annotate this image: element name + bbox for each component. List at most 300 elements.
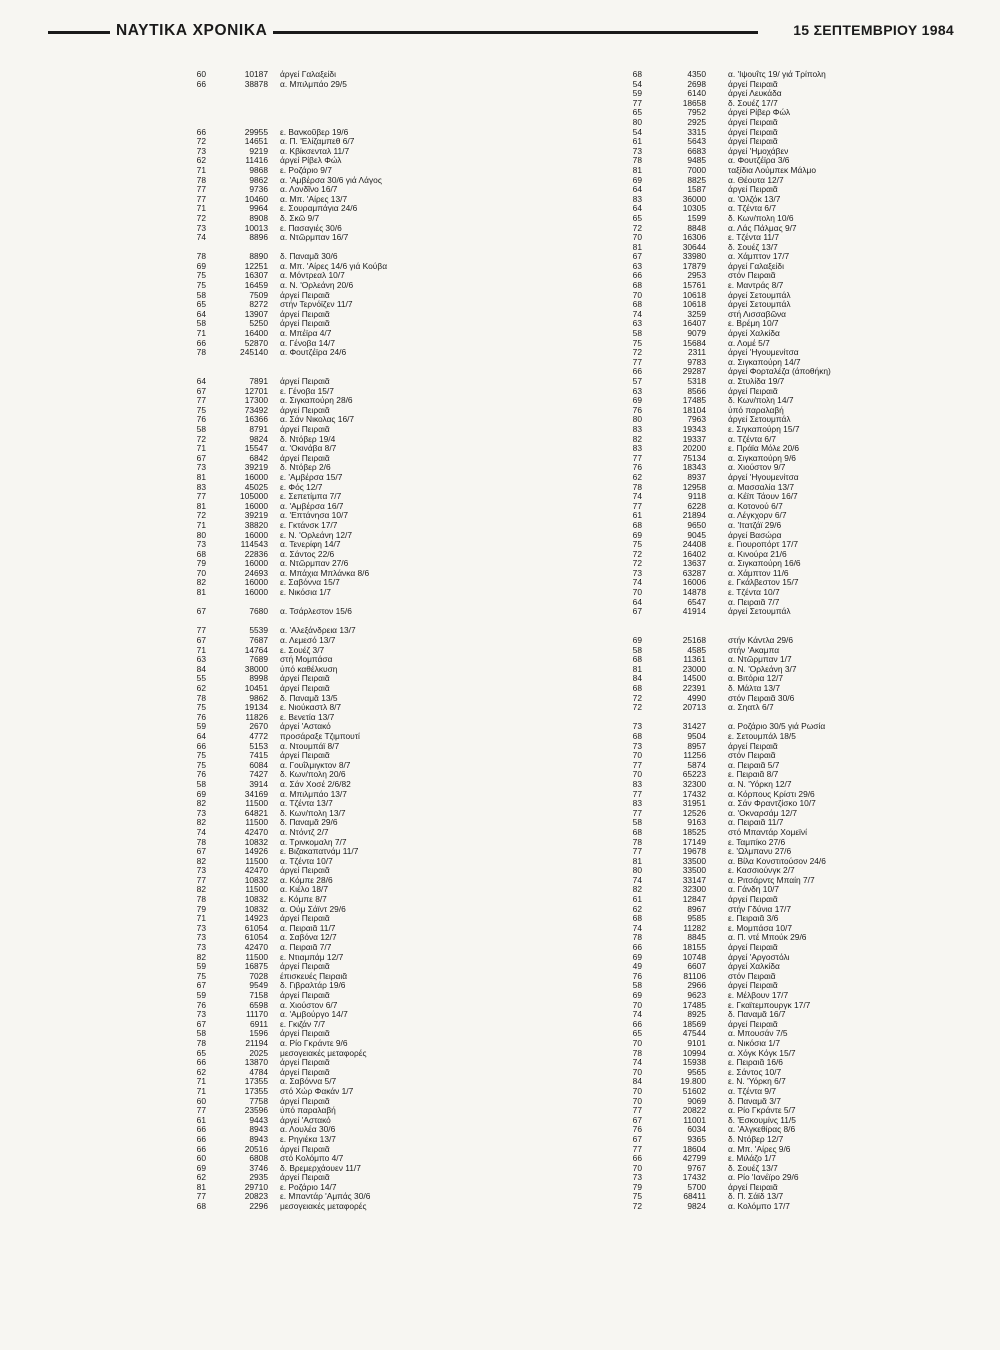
ship-position: α. Μπ. 'Αίρες 9/6 — [728, 1144, 791, 1154]
tonnage: 33147 — [682, 875, 706, 885]
tonnage: 9219 — [249, 146, 268, 156]
tonnage: 5539 — [249, 626, 268, 636]
build-year: 66 — [196, 1144, 206, 1154]
build-year: 78 — [632, 482, 642, 492]
ship-row — [50, 790, 464, 800]
ship-position: δ. Παναμᾶ 29/6 — [280, 818, 338, 828]
build-year: 77 — [632, 1106, 642, 1116]
build-year: 75 — [632, 1192, 642, 1202]
ship-position: α. Γάνδη 10/7 — [728, 885, 780, 895]
ship-position: α. Σιγκαπούρη 9/6 — [728, 453, 796, 463]
build-year: 68 — [632, 914, 642, 924]
ship-row — [50, 694, 464, 704]
tonnage: 63287 — [682, 568, 706, 578]
ship-row — [490, 1010, 914, 1020]
tonnage: 33500 — [682, 866, 706, 876]
tonnage: 19678 — [682, 847, 706, 857]
ship-row — [50, 1058, 464, 1068]
ship-row — [50, 818, 464, 828]
build-year: 63 — [196, 655, 206, 665]
ship-position: ε. Γένοβα 15/7 — [280, 386, 334, 396]
build-year: 80 — [632, 117, 642, 127]
ship-row — [490, 1068, 914, 1078]
ship-position: στό Κολόμπο 4/7 — [280, 1154, 344, 1164]
ship-row — [490, 1125, 914, 1135]
tonnage: 61054 — [244, 923, 268, 933]
tonnage: 6911 — [249, 1019, 268, 1029]
build-year: 70 — [632, 1038, 642, 1048]
ship-position: ε. Μομπάσα 10/7 — [728, 923, 792, 933]
tonnage: 20200 — [682, 444, 706, 454]
build-year: 66 — [196, 1134, 206, 1144]
build-year: 77 — [196, 626, 206, 636]
tonnage: 20516 — [244, 1144, 268, 1154]
ship-row — [490, 1106, 914, 1116]
build-year: 75 — [196, 405, 206, 415]
ship-position: α. Σάν Φραντζίσκο 10/7 — [728, 799, 816, 809]
ship-position: άργεί Πειραιᾶ — [728, 127, 778, 137]
tonnage: 45025 — [244, 482, 268, 492]
build-year: 66 — [632, 1019, 642, 1029]
ship-row — [50, 521, 464, 531]
ship-position: α. Ριτσάρντς Μπαίη 7/7 — [728, 875, 815, 885]
tonnage: 2296 — [249, 1202, 268, 1212]
ship-position: α. Μόντρεαλ 10/7 — [280, 271, 345, 281]
ship-position: α. Τρινκομαλη 7/7 — [280, 837, 347, 847]
build-year: 73 — [196, 943, 206, 953]
build-year: 70 — [632, 290, 642, 300]
ship-row — [50, 569, 464, 579]
build-year: 84 — [632, 1077, 642, 1087]
tonnage: 33500 — [682, 856, 706, 866]
tonnage: 9623 — [687, 991, 706, 1000]
build-year: 58 — [632, 645, 642, 655]
ship-row — [490, 444, 914, 454]
tonnage: 5643 — [687, 137, 706, 147]
build-year: 78 — [632, 1048, 642, 1058]
build-year: 75 — [632, 338, 642, 348]
build-year: 69 — [632, 991, 642, 1000]
ship-position: ε. Πειραιᾶ 3/6 — [728, 914, 779, 924]
ship-position: ε. Σιγκαπούρη 15/7 — [728, 424, 800, 434]
ship-position: α. Σιγκαπούρη 28/6 — [280, 396, 353, 406]
tonnage: 11001 — [683, 1115, 706, 1125]
ship-row — [50, 578, 464, 588]
ship-position: α. Φουτζέϊρα 24/6 — [280, 348, 347, 358]
tonnage: 16006 — [682, 578, 706, 588]
ship-row — [50, 838, 464, 848]
build-year: 68 — [632, 731, 642, 741]
ship-position: άργεί Βασώρα — [728, 530, 782, 540]
tonnage: 6808 — [249, 1154, 268, 1164]
ship-row — [490, 1029, 914, 1039]
tonnage: 11500 — [245, 952, 268, 962]
ship-row — [490, 857, 914, 867]
build-year: 70 — [632, 1086, 642, 1096]
build-year: 74 — [632, 1010, 642, 1020]
build-year: 84 — [632, 674, 642, 684]
build-year: 64 — [196, 377, 206, 386]
build-year: 77 — [196, 875, 206, 885]
build-year: 65 — [632, 1029, 642, 1039]
tonnage: 10013 — [244, 223, 268, 233]
ship-position: δ. Κων/πολη 20/6 — [280, 770, 346, 780]
tonnage: 16000 — [244, 578, 268, 588]
ship-position: α. 'Ιψουΐτς 19/ γιά Τρίπολη — [728, 70, 826, 79]
tonnage: 9862 — [249, 175, 268, 185]
ship-row — [490, 406, 914, 416]
build-year: 76 — [632, 971, 642, 981]
ship-row — [50, 406, 464, 416]
tonnage: 5318 — [687, 377, 706, 386]
build-year: 77 — [196, 194, 206, 204]
ship-position: ὑπό παραλαβή — [280, 1106, 336, 1116]
build-year: 59 — [196, 962, 206, 972]
build-year: 67 — [632, 607, 642, 617]
ship-position: α. Τζέντα 9/7 — [728, 1086, 777, 1096]
ship-position: ταξίδια Λούμπεκ Μάλμο — [728, 165, 817, 175]
build-year: 72 — [632, 223, 642, 233]
build-year: 60 — [196, 1154, 206, 1164]
build-year: 58 — [196, 779, 206, 789]
tonnage: 65223 — [682, 770, 706, 780]
build-year: 83 — [632, 779, 642, 789]
ship-row — [50, 1097, 464, 1107]
ship-row — [50, 319, 464, 329]
ship-position: ε. Φός 12/7 — [280, 482, 323, 492]
tonnage: 20713 — [682, 703, 706, 713]
ship-row — [50, 271, 464, 281]
tonnage: 23596 — [244, 1106, 268, 1116]
tonnage: 12251 — [244, 261, 268, 271]
ship-row — [490, 1202, 914, 1212]
tonnage: 29287 — [682, 367, 706, 377]
build-year: 64 — [632, 185, 642, 195]
ship-row — [490, 924, 914, 934]
ship-row — [50, 396, 464, 406]
ship-position: α. Ν. 'Ορλεάνη 3/7 — [728, 664, 797, 674]
ship-position: ε. Μαντράς 8/7 — [728, 281, 784, 291]
ship-position: ε. Σαβόννα 15/7 — [280, 578, 340, 588]
tonnage: 245140 — [240, 348, 268, 358]
build-year: 77 — [632, 760, 642, 770]
ship-row — [490, 214, 914, 224]
ship-row — [490, 550, 914, 560]
ship-row — [490, 1183, 914, 1193]
ship-position: ε. Σεπετίμπα 7/7 — [280, 492, 342, 502]
tonnage: 6598 — [249, 1000, 268, 1010]
ship-position: στόν Πειραιᾶ — [728, 971, 776, 981]
ship-position: άργεί 'Ημοχάβεν — [728, 146, 789, 156]
ship-row — [50, 1087, 464, 1097]
build-year: 74 — [632, 492, 642, 502]
tonnage: 4350 — [687, 70, 706, 79]
tonnage: 8957 — [687, 741, 706, 751]
ship-row — [490, 1058, 914, 1068]
ship-position: δ. Σουέζ 13/7 — [728, 1163, 778, 1173]
build-year: 60 — [196, 1096, 206, 1106]
build-year: 74 — [632, 578, 642, 588]
ship-row — [50, 531, 464, 541]
ship-row — [490, 914, 914, 924]
ship-row — [50, 492, 464, 502]
build-year: 75 — [196, 751, 206, 761]
tonnage: 2670 — [249, 722, 268, 732]
tonnage: 7427 — [249, 770, 268, 780]
ship-row — [50, 972, 464, 982]
ship-row — [50, 281, 464, 291]
ship-row — [490, 300, 914, 310]
ship-row — [490, 607, 914, 617]
build-year: 78 — [196, 693, 206, 703]
build-year: 82 — [632, 885, 642, 895]
build-year: 77 — [632, 1144, 642, 1154]
build-year: 59 — [196, 722, 206, 732]
tonnage: 14764 — [244, 645, 268, 655]
ship-row — [50, 262, 464, 272]
ship-position: δ. Σκῶ 9/7 — [280, 213, 320, 223]
ship-position: άργεί Χαλκίδα — [728, 962, 780, 972]
build-year: 65 — [196, 1048, 206, 1058]
tonnage: 61054 — [244, 933, 268, 943]
tonnage: 5153 — [249, 741, 268, 751]
tonnage: 8908 — [249, 213, 268, 223]
ship-position: δ. Κων/πολη 14/7 — [728, 396, 794, 406]
ship-row — [490, 790, 914, 800]
ship-position: α. Κοτονού 6/7 — [728, 501, 783, 511]
ship-row — [50, 214, 464, 224]
ship-position: άργεί Χαλκίδα — [728, 329, 780, 339]
build-year: 82 — [196, 885, 206, 895]
ship-position: άργεί Πειραιᾶ — [280, 751, 330, 761]
build-year: 71 — [196, 204, 206, 214]
ship-row — [490, 1001, 914, 1011]
tonnage: 18569 — [682, 1019, 706, 1029]
build-year: 77 — [196, 492, 206, 502]
ship-row — [50, 166, 464, 176]
ship-row — [490, 176, 914, 186]
ship-position: ε. Πράϊα Μόλε 20/6 — [728, 444, 800, 454]
build-year: 77 — [632, 808, 642, 818]
ship-position: α. Ρίο 'Ιανέϊρο 29/6 — [728, 1173, 799, 1183]
tonnage: 6607 — [687, 962, 706, 972]
ship-row — [50, 435, 464, 445]
ship-position: α. 'Επτάνησα 10/7 — [280, 511, 348, 521]
build-year: 65 — [632, 108, 642, 118]
tonnage: 8791 — [249, 424, 268, 434]
tonnage: 5874 — [687, 760, 706, 770]
ship-position: ε. Τζέντα 10/7 — [728, 588, 780, 598]
ship-position: α. Χιούστον 6/7 — [280, 1000, 338, 1010]
build-year: 72 — [196, 213, 206, 223]
ship-row — [50, 588, 464, 598]
build-year: 62 — [196, 1173, 206, 1183]
tonnage: 16307 — [244, 271, 268, 281]
build-year: 74 — [632, 923, 642, 933]
ship-position: α. Μπουσάν 7/5 — [728, 1029, 788, 1039]
ship-position: άργεί Πειραιᾶ — [280, 309, 330, 319]
ship-position: δ. Βρεμερχάουεν 11/7 — [280, 1163, 361, 1173]
build-year: 62 — [196, 156, 206, 166]
tonnage: 22391 — [682, 684, 706, 693]
build-year: 71 — [196, 520, 206, 530]
tonnage: 18658 — [682, 98, 706, 108]
build-year: 81 — [632, 664, 642, 674]
tonnage: 68411 — [683, 1192, 706, 1202]
build-year: 75 — [196, 271, 206, 281]
tonnage: 17432 — [682, 1173, 706, 1183]
ship-row — [490, 166, 914, 176]
list-spacer — [50, 108, 464, 118]
build-year: 70 — [632, 233, 642, 243]
ship-position: στόν Πειραιᾶ — [728, 271, 776, 281]
ship-position: α. Σάν Χοσέ 2/6/82 — [280, 779, 351, 789]
tonnage: 7952 — [687, 108, 706, 118]
build-year: 69 — [196, 1163, 206, 1173]
build-year: 62 — [632, 904, 642, 914]
ship-row — [490, 799, 914, 809]
tonnage: 10618 — [682, 300, 706, 310]
tonnage: 19134 — [244, 703, 268, 713]
tonnage: 17879 — [682, 261, 706, 271]
tonnage: 11500 — [245, 818, 268, 828]
ship-row — [50, 857, 464, 867]
build-year: 64 — [196, 731, 206, 741]
tonnage: 34169 — [244, 789, 268, 799]
build-year: 80 — [196, 530, 206, 540]
tonnage: 11256 — [683, 751, 706, 761]
tonnage: 9767 — [687, 1163, 706, 1173]
tonnage: 10618 — [682, 290, 706, 300]
ship-position: άργεί Πειραιᾶ — [728, 981, 778, 991]
tonnage: 11170 — [245, 1010, 268, 1020]
ship-row — [50, 176, 464, 186]
ship-position: άργεί Πειραιᾶ — [280, 1058, 330, 1068]
build-year: 70 — [632, 1096, 642, 1106]
ship-position: στόν Πειραιᾶ 30/6 — [728, 693, 795, 703]
ship-row — [490, 492, 914, 502]
ship-position: άργεί 'Αργοστόλι — [728, 952, 790, 962]
build-year: 63 — [632, 319, 642, 329]
list-spacer — [50, 367, 464, 377]
build-year: 70 — [632, 588, 642, 598]
tonnage: 18604 — [682, 1144, 706, 1154]
tonnage: 7963 — [687, 415, 706, 425]
ship-position: ε. Πασαγιές 30/6 — [280, 223, 342, 233]
build-year: 81 — [196, 588, 206, 598]
ship-position: στήν Κάντλα 29/6 — [728, 636, 793, 646]
build-year: 83 — [632, 194, 642, 204]
build-year: 71 — [196, 1086, 206, 1096]
ship-position: άργεί 'Αστακό — [280, 722, 331, 732]
build-year: 82 — [632, 434, 642, 444]
tonnage: 10187 — [244, 70, 268, 79]
ship-position: ε. Σουραμπάγια 24/6 — [280, 204, 358, 214]
ship-row — [490, 473, 914, 483]
ship-row — [50, 1010, 464, 1020]
ship-row — [50, 991, 464, 1001]
ship-position: άργεί Πειραιᾶ — [280, 290, 330, 300]
ship-row — [50, 751, 464, 761]
build-year: 69 — [632, 175, 642, 185]
build-year: 77 — [632, 789, 642, 799]
build-year: 49 — [632, 962, 642, 972]
tonnage: 10460 — [244, 194, 268, 204]
ship-row — [50, 137, 464, 147]
ship-row — [490, 224, 914, 234]
ship-position: δ. Σουέζ 13/7 — [728, 242, 778, 252]
ship-row — [490, 838, 914, 848]
ship-row — [490, 1154, 914, 1164]
tonnage: 2698 — [687, 79, 706, 89]
ship-row — [50, 310, 464, 320]
ship-row — [490, 770, 914, 780]
ship-position: α. Πειραιᾶ 7/7 — [728, 597, 780, 607]
ship-position: α. Ν. 'Ορλεάνη 20/6 — [280, 281, 354, 291]
build-year: 78 — [196, 175, 206, 185]
tonnage: 6228 — [687, 501, 706, 511]
build-year: 73 — [196, 1010, 206, 1020]
tonnage: 7689 — [249, 655, 268, 665]
ship-position: στή Μομπάσα — [280, 655, 333, 665]
build-year: 67 — [196, 981, 206, 991]
tonnage: 18525 — [682, 827, 706, 837]
ship-row — [490, 262, 914, 272]
ship-position: α. Ρίο Γκράντε 5/7 — [728, 1106, 796, 1116]
ship-position: άργεί Πειραιᾶ — [280, 424, 330, 434]
ship-row — [50, 387, 464, 397]
ship-position: δ. Παναμᾶ 30/6 — [280, 252, 338, 262]
tonnage: 11500 — [245, 885, 268, 895]
tonnage: 38878 — [244, 79, 268, 89]
tonnage: 8848 — [687, 223, 706, 233]
list-spacer — [50, 118, 464, 128]
tonnage: 2966 — [687, 981, 706, 991]
tonnage: 9736 — [249, 185, 268, 195]
ship-row — [490, 1145, 914, 1155]
ship-row — [50, 665, 464, 675]
build-year: 74 — [196, 233, 206, 243]
tonnage: 6034 — [687, 1125, 706, 1135]
ship-row — [490, 703, 914, 713]
ship-position: α. Κόρπους Κρίστι 29/6 — [728, 789, 815, 799]
ship-position: α. Γένοβα 14/7 — [280, 338, 335, 348]
build-year: 84 — [196, 664, 206, 674]
ship-position: άργεί Πειραιᾶ — [280, 1096, 330, 1106]
tonnage: 16875 — [244, 962, 268, 972]
tonnage: 14651 — [244, 137, 268, 147]
ship-position: δ. Παναμᾶ 13/5 — [280, 693, 338, 703]
ship-position: α. Μπιλμπάο 13/7 — [280, 789, 347, 799]
tonnage: 19.800 — [680, 1077, 706, 1087]
tonnage: 9069 — [687, 1096, 706, 1106]
build-year: 78 — [632, 933, 642, 943]
ship-row — [490, 89, 914, 99]
tonnage: 7758 — [249, 1096, 268, 1106]
ship-row — [50, 1145, 464, 1155]
ship-position: ε. Ν. 'Ορλεάνη 12/7 — [280, 530, 353, 540]
ship-position: μεσογειακές μεταφορές — [280, 1048, 367, 1058]
ship-row — [490, 1087, 914, 1097]
ship-row — [490, 655, 914, 665]
build-year: 70 — [632, 1067, 642, 1077]
ship-row — [50, 540, 464, 550]
tonnage: 7000 — [687, 165, 706, 175]
build-year: 70 — [632, 1000, 642, 1010]
tonnage: 3259 — [687, 309, 706, 319]
ship-row — [50, 924, 464, 934]
tonnage: 18343 — [682, 463, 706, 473]
